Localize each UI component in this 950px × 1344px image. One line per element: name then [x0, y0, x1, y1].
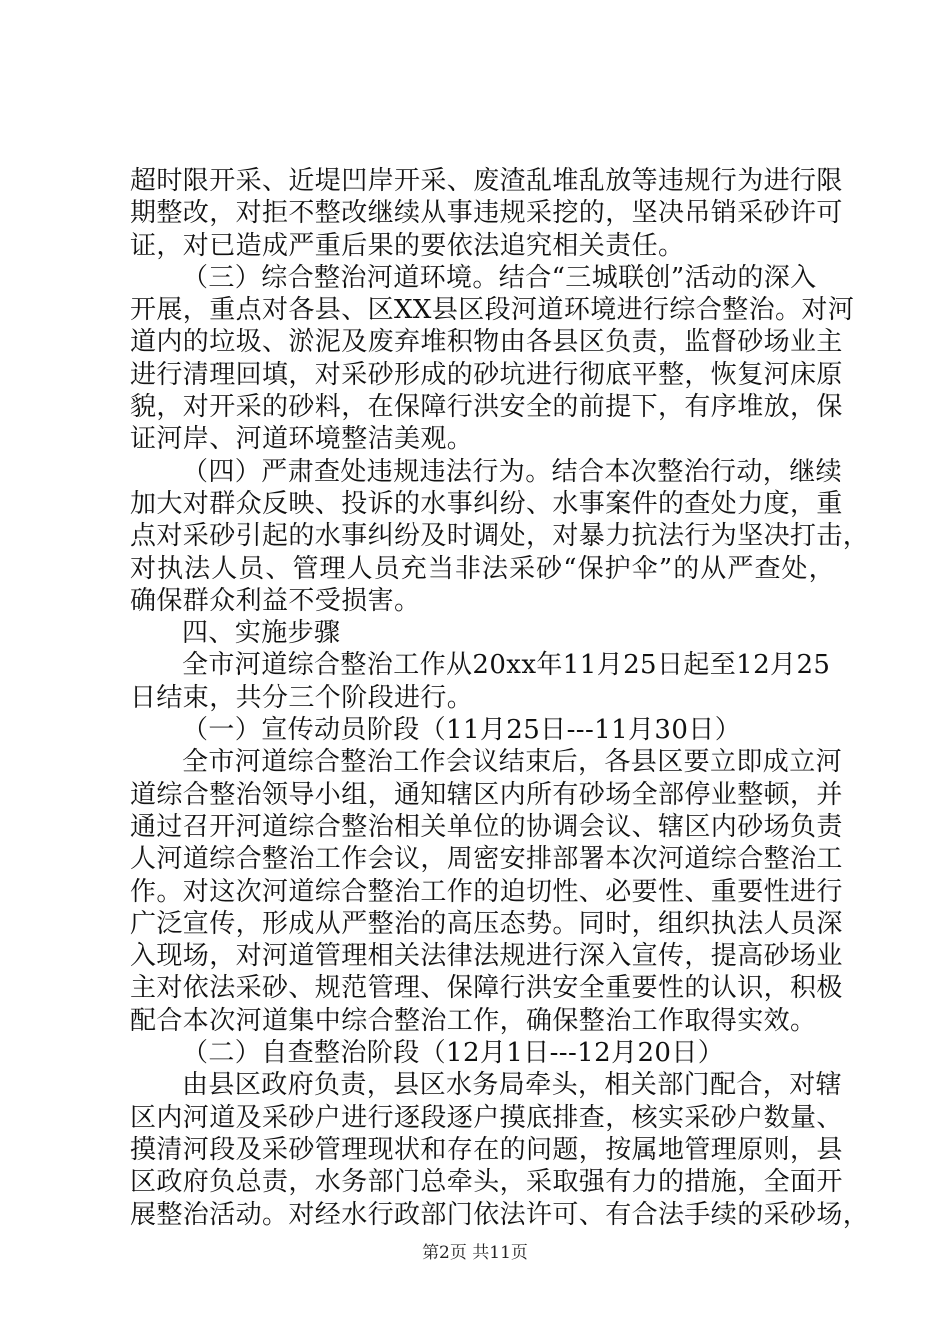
text-line: 全市河道综合整治工作从20xx年11月25日起至12月25: [182, 650, 831, 681]
text-line: 进行清理回填，对采砂形成的砂坑进行彻底平整，恢复河床原: [130, 359, 843, 390]
text-line: 区内河道及采砂户进行逐段逐户摸底排查，核实采砂户数量、: [130, 1102, 843, 1133]
text-line: 点对采砂引起的水事纠纷及时调处，对暴力抗法行为坚决打击，: [130, 521, 870, 552]
text-line: 期整改，对拒不整改继续从事违规采挖的，坚决吊销采砂许可: [130, 198, 843, 229]
text-line: 广泛宣传，形成从严整治的高压态势。同时，组织执法人员深: [130, 908, 843, 939]
text-line: （四）严肃查处违规违法行为。结合本次整治行动，继续: [182, 456, 843, 487]
text-line: 摸清河段及采砂管理现状和存在的问题，按属地管理原则，县: [130, 1134, 843, 1165]
text-line: 四、实施步骤: [182, 618, 341, 649]
text-line: 貌，对开采的砂料，在保障行洪安全的前提下，有序堆放，保: [130, 392, 843, 423]
text-line: 作。对这次河道综合整治工作的迫切性、必要性、重要性进行: [130, 876, 843, 907]
text-line: 对执法人员、管理人员充当非法采砂“保护伞”的从严查处，: [130, 553, 835, 584]
page-number: 第2页 共11页: [422, 1243, 528, 1263]
text-line: 证，对已造成严重后果的要依法追究相关责任。: [130, 230, 685, 261]
text-line: （二）自查整治阶段（12月1日---12月20日）: [182, 1038, 725, 1069]
text-line: 开展，重点对各县、区XX县区段河道环境进行综合整治。对河: [130, 295, 855, 326]
text-line: 入现场，对河道管理相关法律法规进行深入宣传，提高砂场业: [130, 941, 843, 972]
text-line: 配合本次河道集中综合整治工作，确保整治工作取得实效。: [130, 1005, 817, 1036]
document-body: [130, 165, 870, 1231]
text-line: 日结束，共分三个阶段进行。: [130, 682, 474, 713]
text-line: 区政府负总责，水务部门总牵头，采取强有力的措施，全面开: [130, 1167, 843, 1198]
page-footer: [0, 1243, 950, 1263]
text-line: 加大对群众反映、投诉的水事纠纷、水事案件的查处力度，重: [130, 488, 843, 519]
text-line: 展整治活动。对经水行政部门依法许可、有合法手续的采砂场，: [130, 1199, 870, 1230]
text-line: 通过召开河道综合整治相关单位的协调会议、辖区内砂场负责: [130, 811, 843, 842]
text-line: 由县区政府负责，县区水务局牵头，相关部门配合，对辖: [182, 1070, 843, 1101]
text-line: 道综合整治领导小组，通知辖区内所有砂场全部停业整顿，并: [130, 779, 843, 810]
text-line: 人河道综合整治工作会议，周密安排部署本次河道综合整治工: [130, 844, 843, 875]
text-line: 确保群众利益不受损害。: [130, 585, 421, 616]
text-line: 全市河道综合整治工作会议结束后，各县区要立即成立河: [182, 747, 843, 778]
text-line: 道内的垃圾、淤泥及废弃堆积物由各县区负责，监督砂场业主: [130, 327, 843, 358]
text-line: （三）综合整治河道环境。结合“三城联创”活动的深入: [182, 262, 817, 293]
text-line: （一）宣传动员阶段（11月25日---11月30日）: [182, 715, 742, 746]
text-line: 主对依法采砂、规范管理、保障行洪安全重要性的认识，积极: [130, 973, 843, 1004]
text-line: 超时限开采、近堤凹岸开采、废渣乱堆乱放等违规行为进行限: [130, 166, 843, 196]
text-line: 证河岸、河道环境整洁美观。: [130, 424, 474, 455]
